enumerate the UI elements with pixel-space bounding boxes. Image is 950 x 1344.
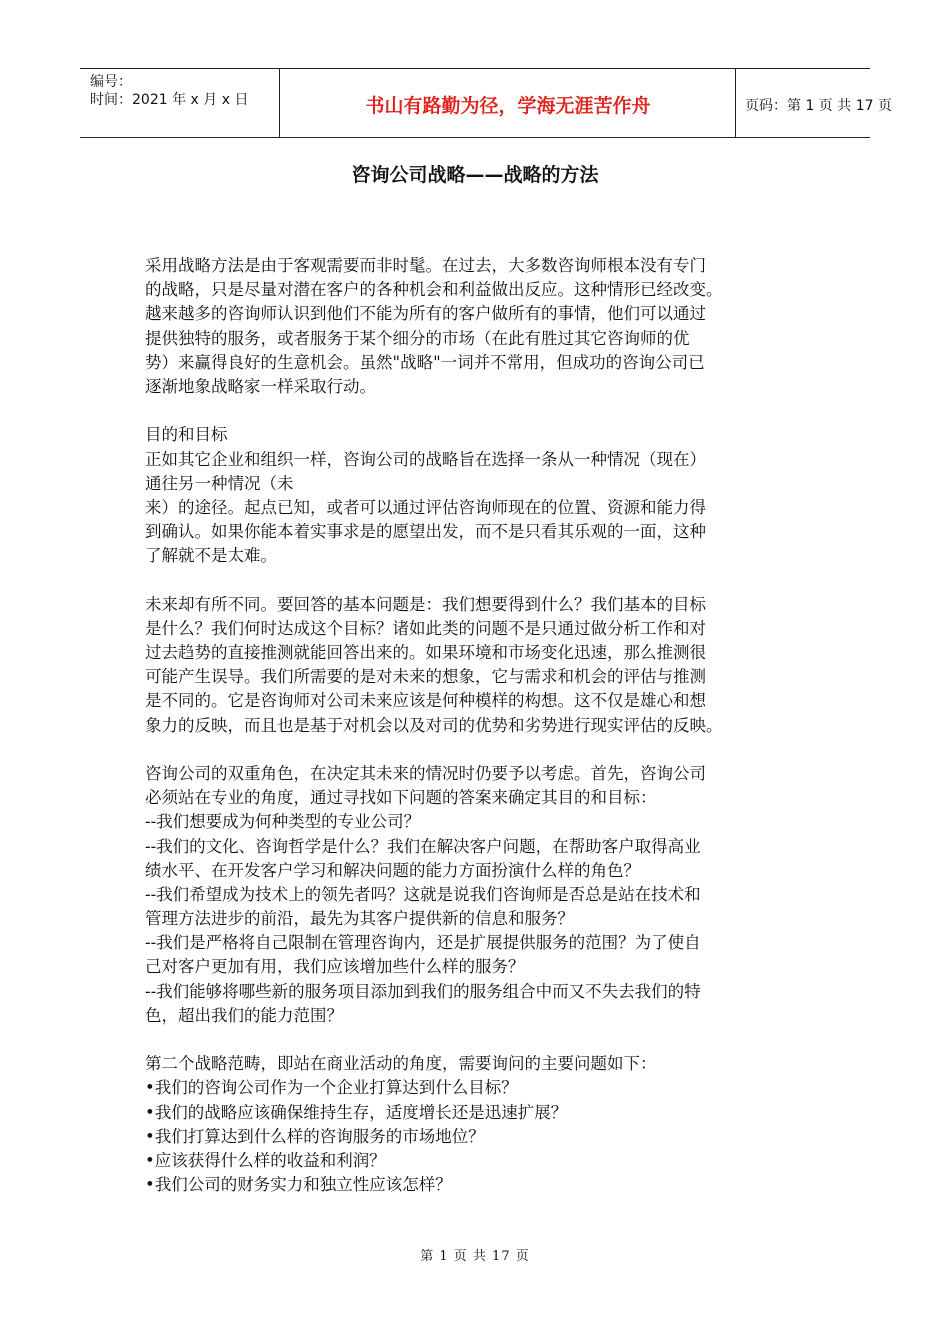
text-line: •我们的咨询公司作为一个企业打算达到什么目标？ <box>145 1078 518 1098</box>
paragraph-gap <box>145 399 805 423</box>
text-line: 第二个战略范畴，即站在商业活动的角度，需要询问的主要问题如下： <box>145 1054 657 1074</box>
header-table <box>80 68 892 138</box>
header-meta-cell <box>80 69 280 137</box>
text-line: •我们打算达到什么样的咨询服务的市场地位？ <box>145 1126 485 1146</box>
motto: 书山有路勤为径，学海无涯苦作舟 <box>365 95 651 117</box>
text-line: 是什么？我们何时达成这个目标？诸如此类的问题不是只通过做分析工作和对 <box>145 618 706 638</box>
text-line: 提供独特的服务，或者服务于某个细分的市场（在此有胜过其它咨询师的优 <box>145 328 690 348</box>
page-footer: 第 1 页 共 17 页 <box>420 1249 530 1264</box>
paragraph-gap <box>145 1028 805 1052</box>
text-line: --我们的文化、咨询哲学是什么？我们在解决客户问题，在帮助客户取得高业 <box>145 836 701 856</box>
text-line: 越来越多的咨询师认识到他们不能为所有的客户做所有的事情，他们可以通过 <box>145 304 706 324</box>
document-body <box>145 254 805 1197</box>
text-line: 逐渐地象战略家一样采取行动。 <box>145 376 376 396</box>
text-line: 咨询公司的双重角色，在决定其未来的情况时仍要予以考虑。首先，咨询公司 <box>145 763 706 783</box>
text-line: 可能产生误导。我们所需要的是对未来的想象，它与需求和机会的评估与推测 <box>145 667 706 687</box>
document-title: 咨询公司战略——战略的方法 <box>351 164 599 186</box>
text-line: 来）的途径。起点已知，或者可以通过评估咨询师现在的位置、资源和能力得 <box>145 497 706 517</box>
text-line: 过去趋势的直接推测就能回答出来的。如果环境和市场变化迅速，那么推测很 <box>145 643 706 662</box>
text-line: 势）来赢得良好的生意机会。虽然"战略"一词并不常用，但成功的咨询公司已 <box>145 352 705 372</box>
text-line: •我们公司的财务实力和独立性应该怎样？ <box>145 1175 452 1195</box>
time-label: 时间：2021 年 x 月 x 日 <box>90 92 249 108</box>
text-line: 目的和目标 <box>145 425 228 445</box>
text-line: 了解就不是太难。 <box>145 546 277 566</box>
text-line: •我们的战略应该确保维持生存，适度增长还是迅速扩展？ <box>145 1102 568 1122</box>
text-line: 绩水平、在开发客户学习和解决问题的能力方面扮演什么样的角色？ <box>145 860 640 880</box>
text-line: --我们能够将哪些新的服务项目添加到我们的服务组合中而又不失去我们的特 <box>145 981 701 1001</box>
text-line: 正如其它企业和组织一样，咨询公司的战略旨在选择一条从一种情况（现在） <box>145 449 706 469</box>
text-line: 象力的反映，而且也是基于对机会以及对司的优势和劣势进行现实评估的反映。 <box>145 715 723 735</box>
text-line: 采用战略方法是由于客观需要而非时髦。在过去，大多数咨询师根本没有专门 <box>145 256 706 275</box>
text-line: 己对客户更加有用，我们应该增加些什么样的服务？ <box>145 957 525 977</box>
page-code: 页码：第 1 页 共 17 页 <box>745 98 892 114</box>
number-label: 编号： <box>90 74 132 90</box>
text-line: 到确认。如果你能本着实事求是的愿望出发，而不是只看其乐观的一面，这种 <box>145 522 706 542</box>
text-line: --我们希望成为技术上的领先者吗？这就是说我们咨询师是否总是站在技术和 <box>145 884 701 904</box>
header-motto-cell <box>281 69 736 137</box>
text-line: 未来却有所不同。要回答的基本问题是：我们想要得到什么？我们基本的目标 <box>145 594 706 614</box>
text-line: 色，超出我们的能力范围？ <box>145 1005 343 1025</box>
text-line: 是不同的。它是咨询师对公司未来应该是何种模样的构想。这不仅是雄心和想 <box>145 691 706 711</box>
header-page-cell <box>737 69 892 137</box>
text-line: 的战略，只是尽量对潜在客户的各种机会和利益做出反应。这种情形已经改变。 <box>145 280 723 300</box>
text-line: •应该获得什么样的收益和利润？ <box>145 1150 386 1170</box>
paragraph-gap <box>145 738 805 762</box>
text-line: 通往另一种情况（未 <box>145 473 294 493</box>
text-line: --我们是严格将自己限制在管理咨询内，还是扩展提供服务的范围？为了使自 <box>145 933 701 953</box>
text-line: 必须站在专业的角度，通过寻找如下问题的答案来确定其目的和目标： <box>145 788 657 808</box>
text-line: 管理方法进步的前沿，最先为其客户提供新的信息和服务？ <box>145 909 574 929</box>
text-line: --我们想要成为何种类型的专业公司？ <box>145 812 421 832</box>
paragraph-gap <box>145 568 805 592</box>
